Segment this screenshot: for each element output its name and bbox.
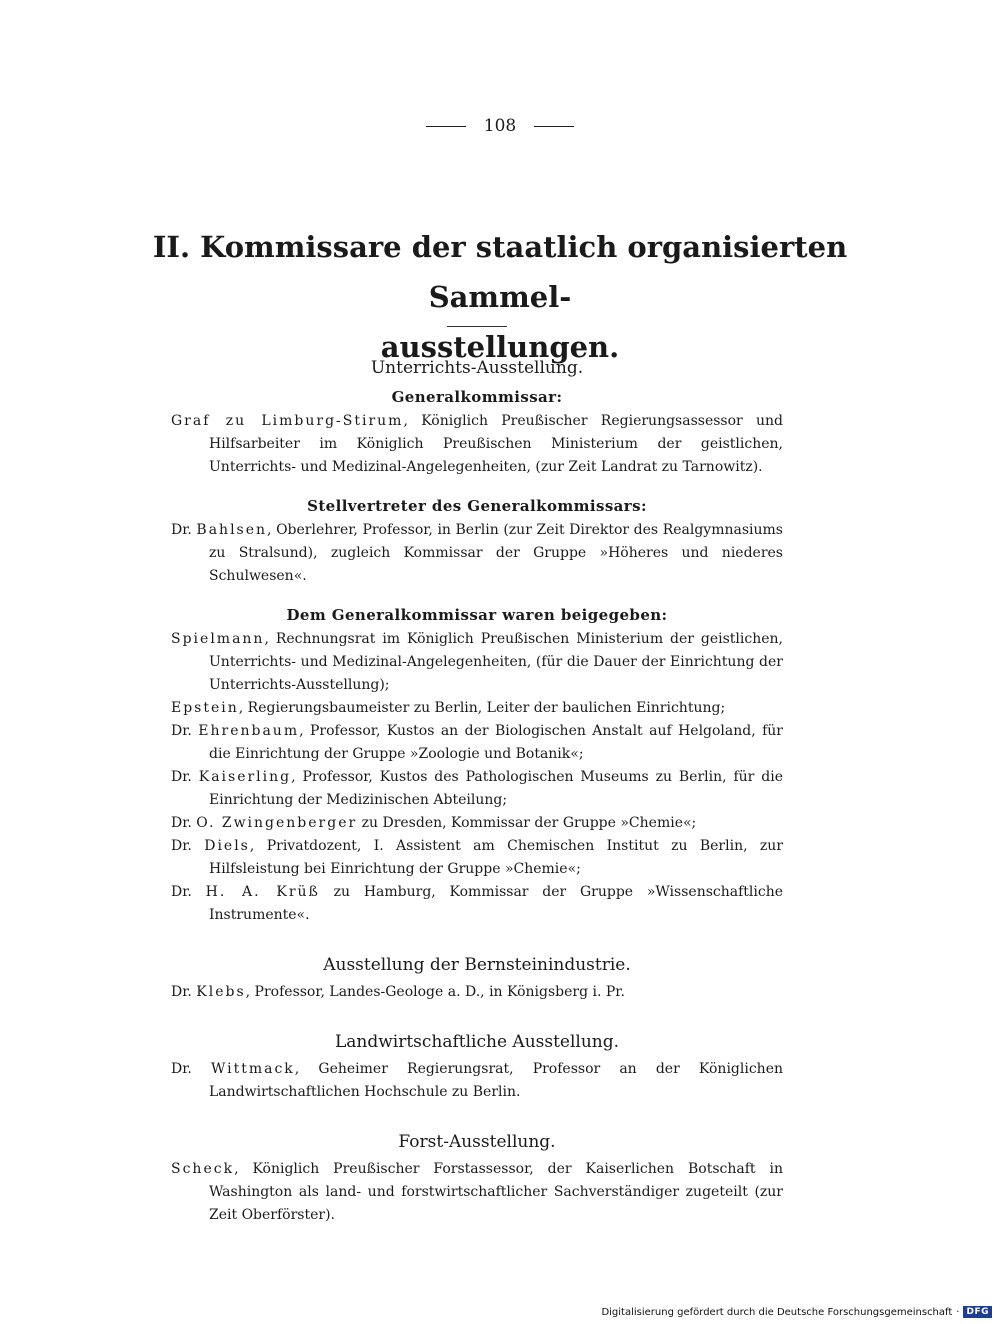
- entry-name: H. A. Krüß: [205, 884, 320, 900]
- entry-text: , Oberlehrer, Professor, in Berlin (zur Zeit Direktor des Realgymnasiums zu Stralsund), zugleich Kommissar der Gruppe »Höheres und niederes Schulwesen«.: [209, 522, 783, 584]
- sub-title-generalkommissar: Generalkommissar:: [391, 388, 563, 406]
- entry-text: , Privatdozent, I. Assistent am Chemischen Institut zu Berlin, zur Hilfsleistung bei Einrichtung der Gruppe »Chemie«;: [209, 838, 784, 877]
- entry-text: zu Hamburg, Kommissar der Gruppe »Wissenschaftliche Instrumente«.: [209, 884, 784, 923]
- entry-bernstein: [171, 981, 783, 1004]
- entry-prefix: Dr.: [171, 1061, 211, 1077]
- entry-prefix: Dr.: [171, 522, 197, 538]
- list-item: [171, 720, 783, 766]
- entry-landwirtschaft: [171, 1058, 783, 1104]
- entry-name: O. Zwingenberger: [196, 815, 358, 831]
- section-title-forst: Forst-Ausstellung.: [398, 1132, 556, 1152]
- entry-text: , Professor, Landes-Geologe a. D., in Königsberg i. Pr.: [245, 984, 625, 1000]
- entry-stellvertreter: [171, 519, 783, 588]
- entry-prefix: Dr.: [171, 838, 205, 854]
- section-title-bernstein: Ausstellung der Bernsteinindustrie.: [323, 955, 631, 975]
- entry-name: Kaiserling: [198, 769, 292, 785]
- list-item: [171, 835, 783, 881]
- heading-line-2: ausstellungen.: [380, 330, 620, 364]
- entry-prefix: Dr.: [171, 815, 197, 831]
- list-item: [171, 812, 783, 835]
- right-dash: [534, 126, 574, 127]
- heading-line-1: II. Kommissare der staatlich organisierten Sammel-: [152, 230, 848, 314]
- entry-prefix: Dr.: [171, 723, 199, 739]
- entry-prefix: Dr.: [171, 769, 199, 785]
- footer-text: Digitalisierung gefördert durch die Deutsche Forschungsgemeinschaft: [601, 1306, 953, 1318]
- list-item: [171, 628, 783, 697]
- page-number-line: [0, 116, 1000, 136]
- entry-text: , Regierungsbaumeister zu Berlin, Leiter der baulichen Einrichtung;: [238, 700, 726, 716]
- digitization-footer: [601, 1306, 992, 1318]
- entry-name: Ehrenbaum: [198, 723, 300, 739]
- list-item: [171, 881, 783, 927]
- chapter-heading: [150, 222, 850, 372]
- sub-title-beigegeben: Dem Generalkommissar waren beigegeben:: [286, 606, 668, 624]
- entry-name: Klebs: [196, 984, 246, 1000]
- entry-prefix: Dr.: [171, 884, 206, 900]
- list-item: [171, 766, 783, 812]
- list-item: [171, 697, 783, 720]
- sub-title-stellvertreter: Stellvertreter des Generalkommissars:: [307, 497, 647, 515]
- entry-name: Bahlsen: [196, 522, 268, 538]
- page-number: 108: [483, 116, 517, 136]
- dfg-logo-icon: DFG: [963, 1306, 992, 1318]
- entry-text: , Professor, Kustos des Pathologischen Museums zu Berlin, für die Einrichtung der Medizinischen Abteilung;: [209, 769, 784, 808]
- entry-name: Diels: [204, 838, 250, 854]
- entry-text: , Professor, Kustos an der Biologischen Anstalt auf Helgoland, für die Einrichtung der Gruppe »Zoologie und Botanik«;: [209, 723, 783, 762]
- entry-generalkommissar: [171, 410, 783, 479]
- page-body: [171, 352, 783, 1227]
- left-dash: [426, 126, 466, 127]
- entry-text: , Rechnungsrat im Königlich Preußischen Ministerium der geistlichen, Unterrichts- und Medizinal-Angelegenheiten, (für die Dauer der Einrichtung der Unterrichts-Ausstellung);: [209, 631, 783, 693]
- entry-text: , Geheimer Regierungsrat, Professor an der Königlichen Landwirtschaftlichen Hochschule zu Berlin.: [209, 1061, 783, 1100]
- entry-name: Epstein: [171, 700, 239, 716]
- entry-name: Scheck: [171, 1161, 235, 1177]
- entry-name: Graf zu Limburg-Stirum: [171, 413, 404, 429]
- entry-text: , Königlich Preußischer Regierungsassessor und Hilfsarbeiter im Königlich Preußischen Ministerium der geistlichen, Unterrichts- und Medizinal-Angelegenheiten, (zur Zeit Landrat zu Tarnowitz).: [209, 413, 784, 475]
- heading-divider: [447, 326, 507, 327]
- entry-name: Spielmann: [171, 631, 265, 647]
- section-title-landwirtschaft: Landwirtschaftliche Ausstellung.: [334, 1032, 620, 1052]
- entry-text: zu Dresden, Kommissar der Gruppe »Chemie«;: [357, 815, 697, 831]
- section-title-unterricht: Unterrichts-Ausstellung.: [370, 358, 584, 378]
- footer-separator: ·: [956, 1306, 960, 1318]
- entry-name: Wittmack: [210, 1061, 295, 1077]
- entry-prefix: Dr.: [171, 984, 197, 1000]
- entry-forst: [171, 1158, 783, 1227]
- entry-text: , Königlich Preußischer Forstassessor, der Kaiserlichen Botschaft in Washington als land- und forstwirtschaftlicher Sachverständiger zugeteilt (zur Zeit Oberförster).: [209, 1161, 783, 1223]
